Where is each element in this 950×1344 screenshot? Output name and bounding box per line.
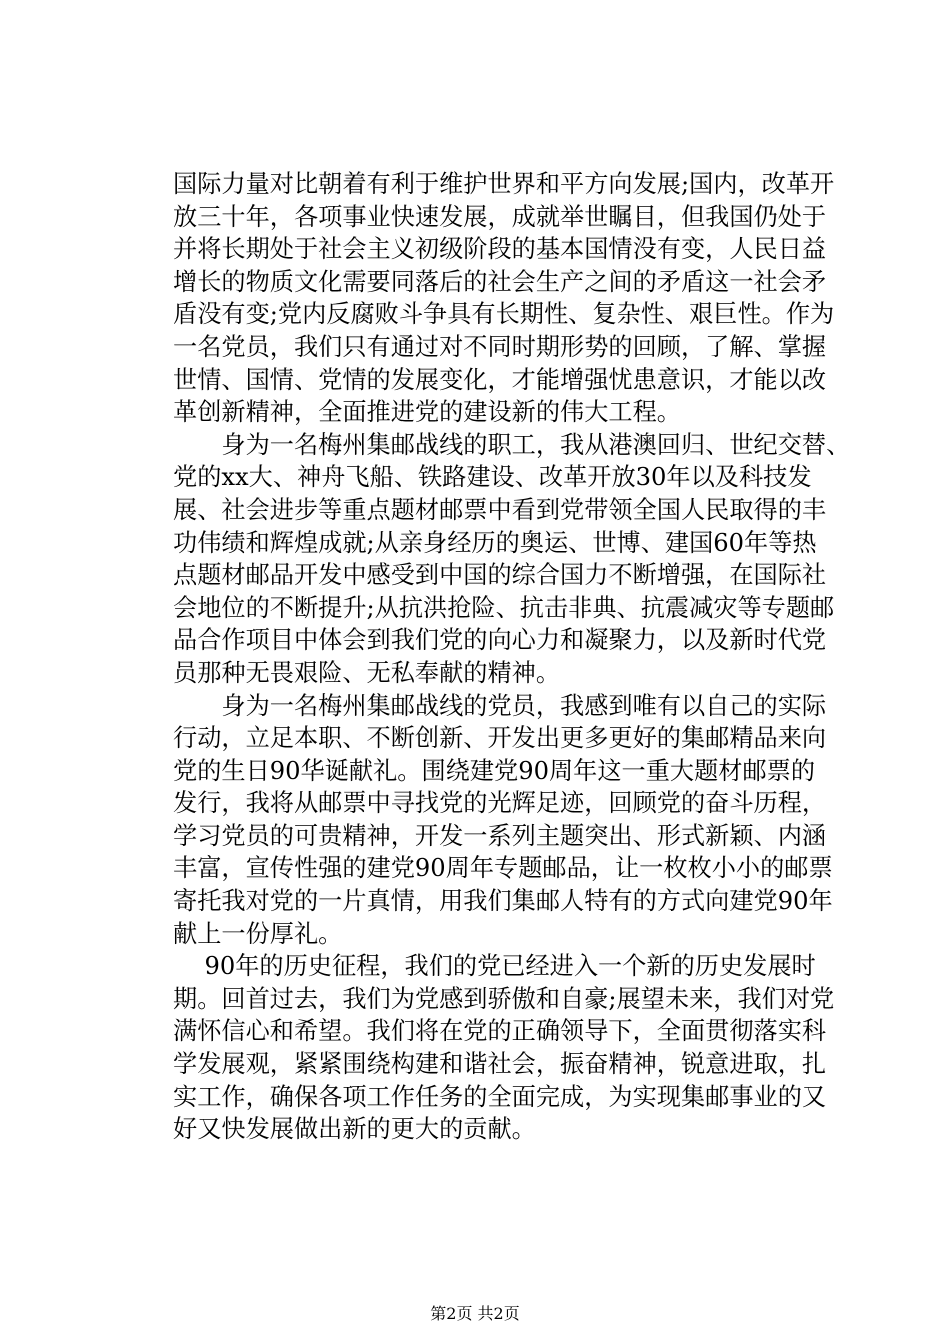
text-line: 90年的历史征程，我们的党已经进入一个新的历史发展时 bbox=[204, 952, 816, 981]
text-line: 国际力量对比朝着有利于维护世界和平方向发展;国内，改革开 bbox=[173, 170, 835, 198]
text-line: 好又快发展做出新的更大的贡献。 bbox=[173, 1115, 536, 1144]
text-line: 一名党员，我们只有通过对不同时期形势的回顾，了解、掌握 bbox=[173, 332, 827, 361]
text-line: 党的生日90华诞献礼。围绕建党90周年这一重大题材邮票的 bbox=[173, 756, 816, 785]
text-line: 行动，立足本职、不断创新、开发出更多更好的集邮精品来向 bbox=[173, 724, 827, 753]
text-line: 丰富，宣传性强的建党90周年专题邮品，让一枚枚小小的邮票 bbox=[173, 854, 833, 883]
text-line: 增长的物质文化需要同落后的社会生产之间的矛盾这一社会矛 bbox=[173, 267, 827, 296]
text-line: 学发展观，紧紧围绕构建和谐社会，振奋精神，锐意进取，扎 bbox=[173, 1050, 827, 1079]
text-line: 员那种无畏艰险、无私奉献的精神。 bbox=[173, 658, 561, 687]
text-line: 党的xx大、神舟飞船、铁路建设、改革开放30年以及科技发 bbox=[173, 463, 812, 492]
text-line: 功伟绩和辉煌成就;从亲身经历的奥运、世博、建国60年等热 bbox=[173, 528, 817, 557]
text-line: 发行，我将从邮票中寻找党的光辉足迹，回顾党的奋斗历程， bbox=[173, 789, 827, 818]
text-line: 期。回首过去，我们为党感到骄傲和自豪;展望未来，我们对党 bbox=[173, 984, 835, 1013]
text-line: 寄托我对党的一片真情，用我们集邮人特有的方式向建党90年 bbox=[173, 887, 833, 916]
text-line: 学习党员的可贵精神，开发一系列主题突出、形式新颖、内涵 bbox=[173, 821, 827, 850]
text-line: 身为一名梅州集邮战线的职工，我从港澳回归、世纪交替、 bbox=[221, 430, 851, 459]
text-line: 放三十年，各项事业快速发展，成就举世瞩目，但我国仍处于 bbox=[173, 202, 827, 231]
paragraph-2 bbox=[173, 429, 851, 690]
text-line: 满怀信心和希望。我们将在党的正确领导下，全面贯彻落实科 bbox=[173, 1017, 827, 1046]
text-line: 身为一名梅州集邮战线的党员，我感到唯有以自己的实际 bbox=[221, 691, 827, 720]
document-body bbox=[173, 168, 851, 1146]
paragraph-1 bbox=[173, 168, 835, 429]
text-line: 展、社会进步等重点题材邮票中看到党带领全国人民取得的丰 bbox=[173, 495, 827, 524]
text-line: 盾没有变;党内反腐败斗争具有长期性、复杂性、艰巨性。作为 bbox=[173, 300, 835, 329]
text-line: 实工作，确保各项工作任务的全面完成，为实现集邮事业的又 bbox=[173, 1082, 827, 1111]
paragraph-4 bbox=[173, 950, 835, 1146]
paragraph-3 bbox=[173, 690, 833, 951]
text-line: 革创新精神，全面推进党的建设新的伟大工程。 bbox=[173, 398, 681, 427]
text-line: 世情、国情、党情的发展变化，才能增强忧患意识，才能以改 bbox=[173, 365, 827, 394]
text-line: 并将长期处于社会主义初级阶段的基本国情没有变，人民日益 bbox=[173, 235, 827, 264]
text-line: 品合作项目中体会到我们党的向心力和凝聚力，以及新时代党 bbox=[173, 626, 827, 655]
page-number-footer: 第2页 共2页 bbox=[430, 1304, 520, 1323]
text-line: 会地位的不断提升;从抗洪抢险、抗击非典、抗震减灾等专题邮 bbox=[173, 593, 835, 622]
text-line: 点题材邮品开发中感受到中国的综合国力不断增强，在国际社 bbox=[173, 561, 827, 590]
text-line: 献上一份厚礼。 bbox=[173, 919, 343, 948]
